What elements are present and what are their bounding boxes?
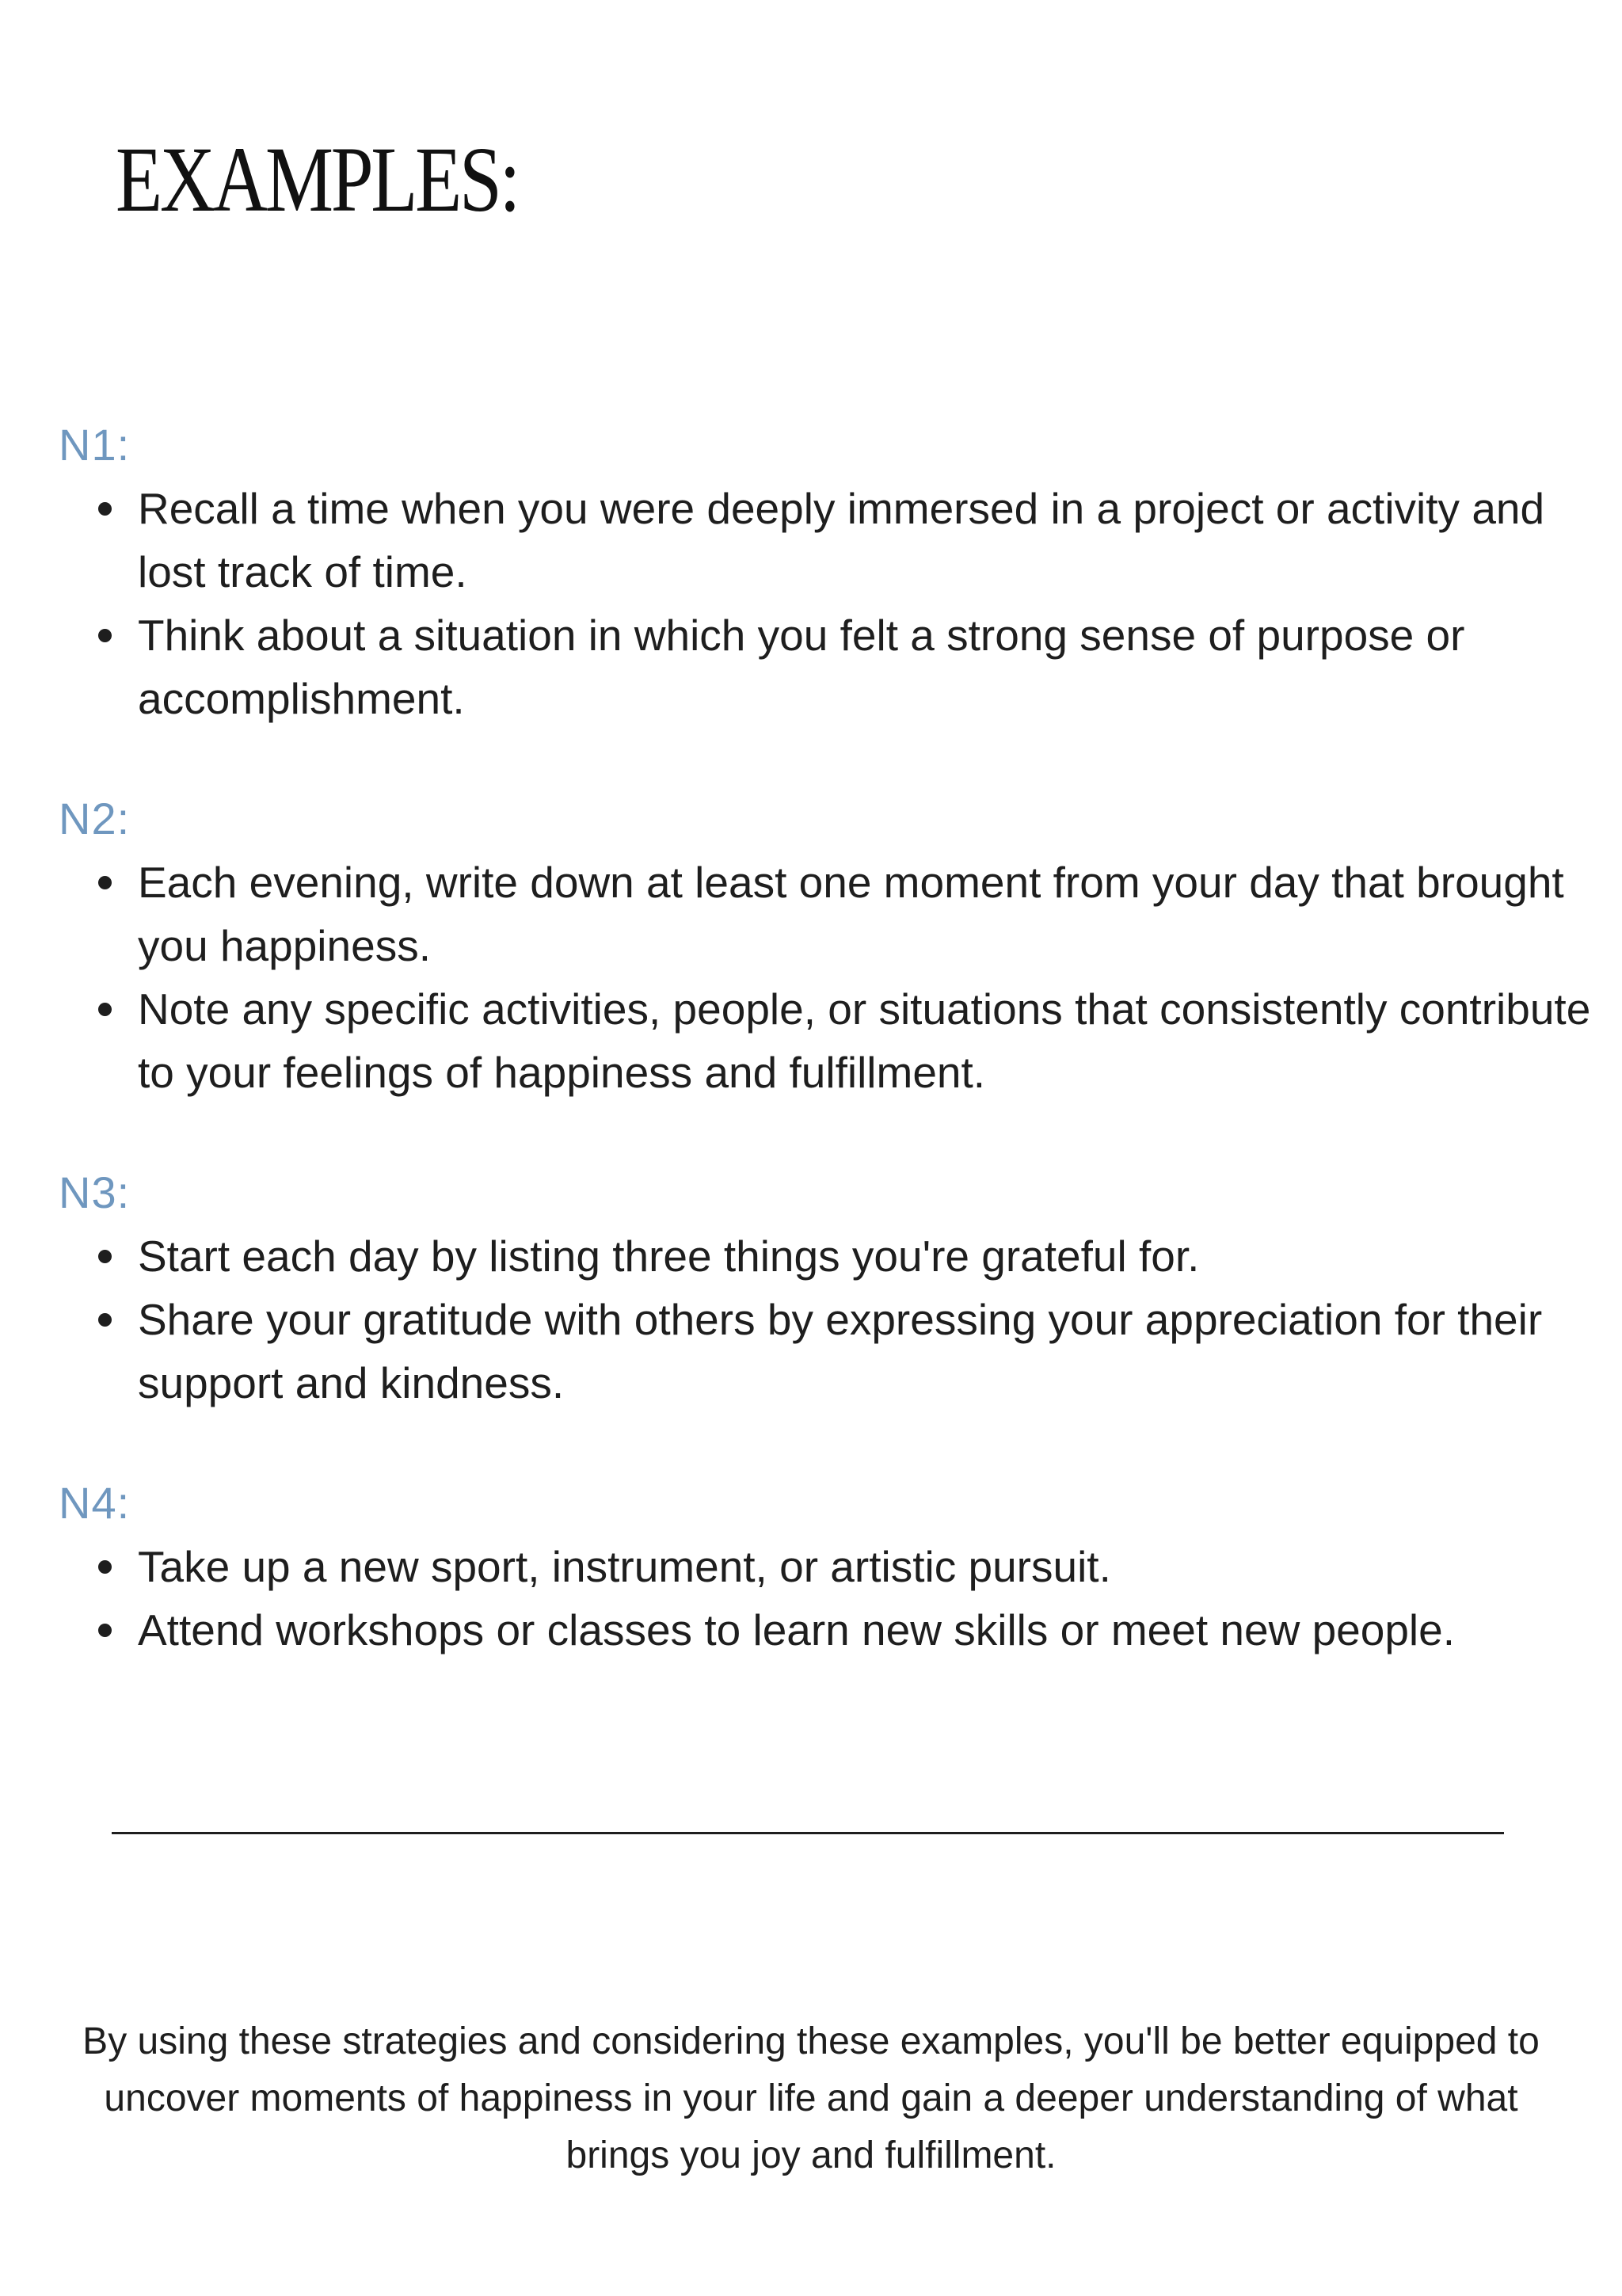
section-n4 (59, 1472, 1611, 1662)
list-item (59, 1288, 1611, 1415)
horizontal-divider (112, 1832, 1504, 1834)
bullet-dot-icon (98, 1003, 112, 1016)
list-item (59, 1224, 1611, 1288)
bullet-dot-icon (98, 1313, 112, 1327)
bullet-dot-icon (98, 876, 112, 889)
bullet-dot-icon (98, 1250, 112, 1263)
list-item (59, 604, 1611, 730)
bullet-list (59, 1535, 1611, 1662)
list-item (59, 977, 1611, 1104)
bullet-list (59, 1224, 1611, 1415)
bullet-list (59, 477, 1611, 730)
list-item (59, 1598, 1611, 1662)
list-item (59, 851, 1611, 977)
footer-paragraph: By using these strategies and considering these examples, you'll be better equipped to uncover moments of happiness in your life and gain a deeper understanding of what brings you joy and fulfillment. (82, 2020, 1540, 2176)
section-label: N4: (59, 1478, 131, 1528)
list-item-text: Note any specific activities, people, or situations that consistently contribute to your feelings of happiness and fulfillment. (138, 984, 1591, 1097)
list-item-text: Each evening, write down at least one moment from your day that brought you happiness. (138, 858, 1564, 970)
list-item-text: Think about a situation in which you felt a strong sense of purpose or accomplishment. (138, 611, 1465, 723)
section-label: N3: (59, 1167, 131, 1217)
list-item-text: Take up a new sport, instrument, or artistic pursuit. (138, 1542, 1111, 1591)
bullet-list (59, 851, 1611, 1104)
bullet-dot-icon (98, 1560, 112, 1574)
list-item (59, 477, 1611, 604)
bullet-dot-icon (98, 629, 112, 642)
bullet-dot-icon (98, 1624, 112, 1637)
section-n1 (59, 413, 1611, 730)
section-label: N2: (59, 794, 131, 843)
list-item (59, 1535, 1611, 1598)
list-item-text: Attend workshops or classes to learn new skills or meet new people. (138, 1605, 1456, 1654)
list-item-text: Share your gratitude with others by expressing your appreciation for their support and kindness. (138, 1295, 1543, 1407)
list-item-text: Recall a time when you were deeply immersed in a project or activity and lost track of time. (138, 484, 1545, 596)
section-n2 (59, 787, 1611, 1104)
section-label: N1: (59, 420, 131, 470)
examples-sections (59, 413, 1611, 1719)
page-title: EXAMPLES: (116, 128, 519, 231)
list-item-text: Start each day by listing three things you're grateful for. (138, 1232, 1200, 1281)
bullet-dot-icon (98, 502, 112, 516)
section-n3 (59, 1161, 1611, 1415)
